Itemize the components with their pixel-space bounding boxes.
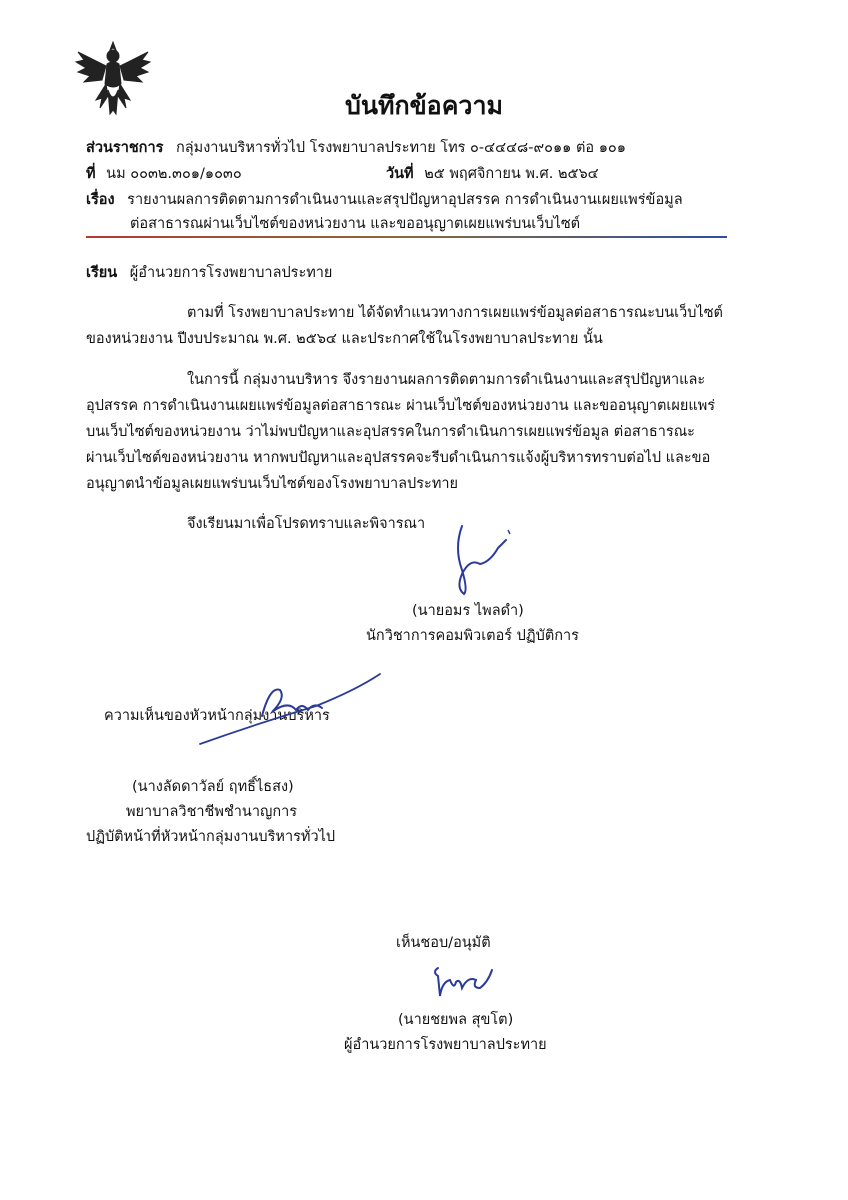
paragraph-2-line-5: อนุญาตนำข้อมูลเผยแพร่บนเว็บไซต์ของโรงพยาบาลประทาย — [86, 476, 459, 492]
reference-row — [86, 162, 242, 185]
salutation-label: เรียน — [86, 265, 118, 281]
signer-2-acting-role: ปฏิบัติหน้าที่หัวหน้ากลุ่มงานบริหารทั่วไป — [86, 829, 336, 845]
closing-line: จึงเรียนมาเพื่อโปรดทราบและพิจารณา — [187, 516, 426, 532]
date-label: วันที่ — [386, 166, 414, 182]
signer-1-name: (นายอมร ไพลดำ) — [412, 603, 524, 619]
signer-3-name: (นายชยพล สุขโต) — [398, 1012, 514, 1028]
signature-1 — [440, 518, 530, 598]
page-title: บันทึกข้อความ — [345, 91, 503, 120]
header-divider — [86, 236, 727, 238]
subject-line-2: ต่อสาธารณผ่านเว็บไซต์ของหน่วยงาน และขออนุญาตเผยแพร่บนเว็บไซต์ — [130, 216, 581, 232]
agency-label: ส่วนราชการ — [86, 140, 164, 156]
date-value: ๒๕ พฤศจิกายน พ.ศ. ๒๕๖๔ — [424, 166, 599, 182]
subject-label: เรื่อง — [86, 192, 115, 208]
subject-line-1: รายงานผลการติดตามการดำเนินงานและสรุปปัญหาอุปสรรค การดำเนินงานเผยแพร่ข้อมูล — [127, 192, 683, 208]
paragraph-2-line-2: อุปสรรค การดำเนินงานเผยแพร่ข้อมูลต่อสาธารณะ ผ่านเว็บไซต์ของหน่วยงาน และขออนุญาตเผยแพร่ — [86, 398, 716, 414]
salutation-row — [86, 261, 332, 284]
paragraph-2-line-4: ผ่านเว็บไซต์ของหน่วยงาน หากพบปัญหาและอุปสรรคจะรีบดำเนินการแจ้งผู้บริหารทราบต่อไป และขอ — [86, 450, 711, 466]
signer-2-position: พยาบาลวิชาชีพชำนาญการ — [126, 804, 298, 820]
opinion-label: ความเห็นของหัวหน้ากลุ่มงานบริหาร — [104, 708, 330, 724]
signature-2 — [196, 666, 386, 750]
paragraph-2-line-3: บนเว็บไซต์ของหน่วยงาน ว่าไม่พบปัญหาและอุปสรรคในการดำเนินการเผยแพร่ข้อมูล ต่อสาธารณะ — [86, 424, 695, 440]
reference-label: ที่ — [86, 166, 96, 182]
salutation-value: ผู้อำนวยการโรงพยาบาลประทาย — [129, 265, 333, 281]
signer-2-name: (นางลัดดาวัลย์ ฤทธิ์ไธสง) — [132, 779, 294, 795]
paragraph-1-line-1: ตามที่ โรงพยาบาลประทาย ได้จัดทำแนวทางการเผยแพร่ข้อมูลต่อสาธารณะบนเว็บไซต์ — [187, 305, 723, 321]
approval-label: เห็นชอบ/อนุมัติ — [396, 935, 491, 951]
subject-row — [86, 188, 683, 211]
signer-3-position: ผู้อำนวยการโรงพยาบาลประทาย — [344, 1037, 547, 1053]
agency-row — [86, 136, 626, 159]
agency-value: กลุ่มงานบริหารทั่วไป โรงพยาบาลประทาย โทร ๐-๔๔๔๘-๙๐๑๑ ต่อ ๑๐๑ — [176, 140, 626, 156]
paragraph-2-line-1: ในการนี้ กลุ่มงานบริหาร จึงรายงานผลการติดตามการดำเนินงานและสรุปปัญหาและ — [187, 372, 706, 388]
signature-3 — [428, 958, 520, 1006]
date-row — [386, 162, 599, 185]
signer-1-position: นักวิชาการคอมพิวเตอร์ ปฏิบัติการ — [366, 628, 579, 644]
reference-value: นม ๐๐๓๒.๓๐๑/๑๐๓๐ — [106, 166, 242, 182]
paragraph-1-line-2: ของหน่วยงาน ปีงบประมาณ พ.ศ. ๒๕๖๔ และประกาศใช้ในโรงพยาบาลประทาย นั้น — [86, 331, 603, 347]
